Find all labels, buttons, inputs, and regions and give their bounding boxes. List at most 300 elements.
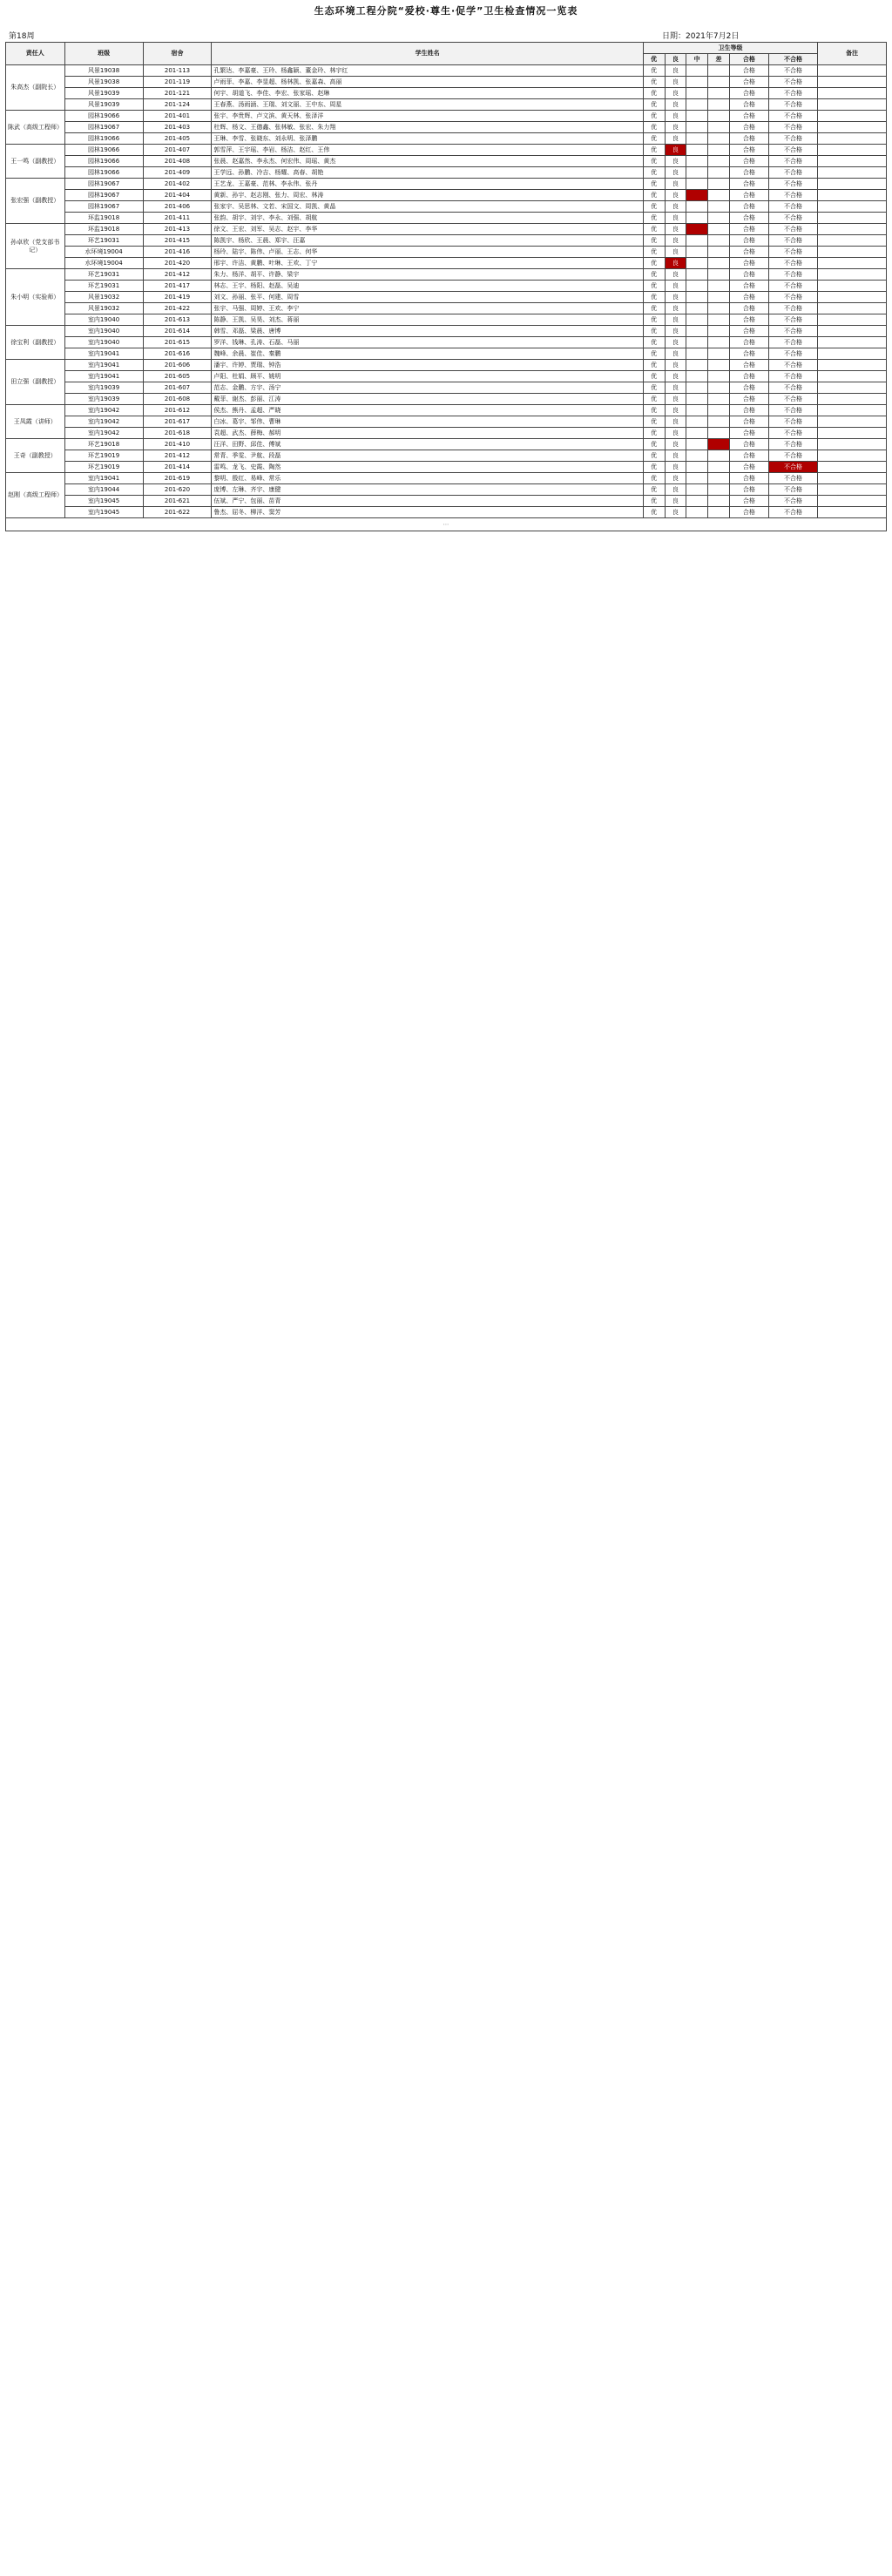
score-cell: 不合格 [768, 473, 817, 484]
score-cell: 合格 [729, 224, 768, 235]
score-cell: 合格 [729, 65, 768, 77]
table-row [6, 428, 887, 439]
class-cell: 环艺19031 [64, 269, 143, 281]
students-cell: 袁超、武杰、薛梅、郝明 [212, 428, 643, 439]
score-cell: 合格 [729, 247, 768, 258]
score-cell: 不合格 [768, 371, 817, 382]
score-cell: 不合格 [768, 337, 817, 348]
dorm-cell: 201-419 [143, 292, 212, 303]
score-cell [708, 314, 730, 326]
score-cell: 优 [643, 484, 665, 496]
students-cell: 张晨、赵嘉然、李永杰、何宏伟、周瑶、黄杰 [212, 156, 643, 167]
score-cell [708, 450, 730, 462]
class-cell: 水环境19004 [64, 258, 143, 269]
score-cell: 合格 [729, 122, 768, 133]
score-cell: 优 [643, 269, 665, 281]
score-cell: 合格 [729, 337, 768, 348]
score-cell: 良 [665, 371, 686, 382]
dorm-cell: 201-402 [143, 179, 212, 190]
score-cell: 合格 [729, 292, 768, 303]
score-cell: 良 [665, 77, 686, 88]
score-cell: 优 [643, 348, 665, 360]
class-cell: 室内19040 [64, 314, 143, 326]
class-cell: 园林19067 [64, 190, 143, 201]
dorm-cell: 201-405 [143, 133, 212, 145]
score-cell: 优 [643, 65, 665, 77]
score-cell: 良 [665, 156, 686, 167]
score-cell: 不合格 [768, 348, 817, 360]
header-score-group: 卫生等级 [643, 43, 817, 54]
class-cell: 风景19038 [64, 77, 143, 88]
score-cell [708, 394, 730, 405]
score-cell: 优 [643, 371, 665, 382]
students-cell: 陈静、王凯、吴昊、刘杰、蒋丽 [212, 314, 643, 326]
score-cell [708, 88, 730, 99]
score-cell: 不合格 [768, 416, 817, 428]
class-cell: 室内19044 [64, 484, 143, 496]
students-cell: 汪洋、田野、邱佳、傅斌 [212, 439, 643, 450]
score-cell: 良 [665, 235, 686, 247]
score-cell: 优 [643, 281, 665, 292]
teacher-cell: 孙卓欣（党支部书记） [6, 224, 65, 269]
score-cell: 不合格 [768, 507, 817, 518]
dorm-cell: 201-619 [143, 473, 212, 484]
score-cell [708, 382, 730, 394]
score-cell [686, 167, 708, 179]
score-cell: 良 [665, 439, 686, 450]
score-cell: 优 [643, 394, 665, 405]
score-cell [686, 77, 708, 88]
table-row [6, 473, 887, 484]
note-cell [818, 371, 887, 382]
note-cell [818, 326, 887, 337]
dorm-cell: 201-616 [143, 348, 212, 360]
note-cell [818, 77, 887, 88]
score-cell [686, 496, 708, 507]
score-cell: 良 [665, 360, 686, 371]
note-cell [818, 428, 887, 439]
note-cell [818, 314, 887, 326]
students-cell: 罗洋、钱琳、孔涛、石磊、马丽 [212, 337, 643, 348]
score-cell: 合格 [729, 156, 768, 167]
class-cell: 环艺19031 [64, 235, 143, 247]
score-cell: 良 [665, 281, 686, 292]
score-cell [686, 507, 708, 518]
dorm-cell: 201-608 [143, 394, 212, 405]
score-cell [686, 213, 708, 224]
students-cell: 王艺龙、王嘉豪、范林、李永伟、张丹 [212, 179, 643, 190]
table-row [6, 439, 887, 450]
table-body [6, 65, 887, 531]
score-cell: 合格 [729, 326, 768, 337]
score-cell: 不合格 [768, 179, 817, 190]
dorm-cell: 201-622 [143, 507, 212, 518]
score-cell: 优 [643, 416, 665, 428]
table-row [6, 371, 887, 382]
dorm-cell: 201-411 [143, 213, 212, 224]
dorm-cell: 201-407 [143, 145, 212, 156]
note-cell [818, 496, 887, 507]
table-row [6, 122, 887, 133]
score-cell: 合格 [729, 167, 768, 179]
dorm-cell: 201-409 [143, 167, 212, 179]
header-row [6, 43, 887, 54]
table-row [6, 190, 887, 201]
score-cell [708, 224, 730, 235]
score-cell: 良 [665, 88, 686, 99]
score-cell: 良 [665, 179, 686, 190]
table-row [6, 77, 887, 88]
score-cell: 良 [665, 224, 686, 235]
score-cell: 合格 [729, 473, 768, 484]
score-cell [686, 484, 708, 496]
score-cell: 优 [643, 99, 665, 111]
note-cell [818, 201, 887, 213]
students-cell: 韩雪、邓磊、梁晨、唐博 [212, 326, 643, 337]
class-cell: 室内19041 [64, 360, 143, 371]
score-cell: 优 [643, 156, 665, 167]
score-cell [686, 337, 708, 348]
score-cell [686, 428, 708, 439]
score-cell: 合格 [729, 235, 768, 247]
score-cell: 不合格 [768, 247, 817, 258]
note-cell [818, 235, 887, 247]
score-cell: 不合格 [768, 303, 817, 314]
score-cell: 合格 [729, 394, 768, 405]
note-cell [818, 133, 887, 145]
score-cell: 合格 [729, 382, 768, 394]
dorm-cell: 201-412 [143, 450, 212, 462]
students-cell: 朱力、杨洋、胡平、许静、梁宇 [212, 269, 643, 281]
table-row [6, 292, 887, 303]
score-cell: 优 [643, 314, 665, 326]
score-cell [686, 247, 708, 258]
score-cell: 良 [665, 190, 686, 201]
score-cell: 良 [665, 133, 686, 145]
note-cell [818, 303, 887, 314]
header-students: 学生姓名 [212, 43, 643, 65]
table-row [6, 462, 887, 473]
dorm-cell: 201-422 [143, 303, 212, 314]
score-cell: 不合格 [768, 99, 817, 111]
table-row [6, 405, 887, 416]
class-cell: 室内19041 [64, 348, 143, 360]
score-cell: 不合格 [768, 382, 817, 394]
note-cell [818, 145, 887, 156]
score-cell: 良 [665, 348, 686, 360]
score-cell [686, 405, 708, 416]
note-cell [818, 179, 887, 190]
class-cell: 环艺19019 [64, 450, 143, 462]
class-cell: 风景19032 [64, 292, 143, 303]
teacher-cell: 王一鸣（副教授） [6, 145, 65, 179]
class-cell: 园林19067 [64, 122, 143, 133]
class-cell: 风景19038 [64, 65, 143, 77]
score-cell [708, 235, 730, 247]
score-cell: 不合格 [768, 122, 817, 133]
header-score-fail: 不合格 [768, 54, 817, 65]
score-cell: 不合格 [768, 65, 817, 77]
students-cell: 戴菲、谢杰、彭丽、江涛 [212, 394, 643, 405]
teacher-cell: 朱高杰（副院长） [6, 65, 65, 111]
score-cell: 优 [643, 292, 665, 303]
class-cell: 室内19041 [64, 371, 143, 382]
score-cell: 合格 [729, 416, 768, 428]
class-cell: 环艺19031 [64, 281, 143, 292]
dorm-cell: 201-413 [143, 224, 212, 235]
score-cell: 合格 [729, 428, 768, 439]
score-cell: 不合格 [768, 394, 817, 405]
score-cell: 合格 [729, 462, 768, 473]
dorm-cell: 201-615 [143, 337, 212, 348]
class-cell: 室内19042 [64, 405, 143, 416]
score-cell: 不合格 [768, 156, 817, 167]
score-cell [686, 473, 708, 484]
header-score-medium: 中 [686, 54, 708, 65]
table-row [6, 484, 887, 496]
class-cell: 园林19066 [64, 111, 143, 122]
students-cell: 鲁杰、屈冬、柳洋、窦芳 [212, 507, 643, 518]
score-cell: 不合格 [768, 224, 817, 235]
score-cell [686, 348, 708, 360]
date-label: 日期：2021年7月2日 [662, 32, 740, 41]
table-row [6, 496, 887, 507]
table-row [6, 416, 887, 428]
students-cell: 卢阳、杜娟、顾平、姚明 [212, 371, 643, 382]
score-cell: 合格 [729, 360, 768, 371]
score-cell: 不合格 [768, 145, 817, 156]
class-cell: 园林19067 [64, 179, 143, 190]
score-cell [686, 201, 708, 213]
score-cell [708, 258, 730, 269]
score-cell [708, 428, 730, 439]
class-cell: 风景19032 [64, 303, 143, 314]
score-cell: 良 [665, 145, 686, 156]
note-cell [818, 507, 887, 518]
dorm-cell: 201-408 [143, 156, 212, 167]
students-cell: 邢宇、许洁、黄鹏、叶琳、王欢、丁宁 [212, 258, 643, 269]
score-cell [686, 111, 708, 122]
class-cell: 室内19042 [64, 416, 143, 428]
students-cell: 黎明、殷红、易峰、常乐 [212, 473, 643, 484]
table-row [6, 235, 887, 247]
score-cell: 不合格 [768, 405, 817, 416]
score-cell: 合格 [729, 371, 768, 382]
students-cell: 刘文、孙丽、张平、何建、周雪 [212, 292, 643, 303]
note-cell [818, 337, 887, 348]
score-cell [686, 462, 708, 473]
score-cell: 合格 [729, 145, 768, 156]
score-cell: 不合格 [768, 201, 817, 213]
score-cell: 良 [665, 394, 686, 405]
table-row [6, 269, 887, 281]
dorm-cell: 201-410 [143, 439, 212, 450]
score-cell: 良 [665, 303, 686, 314]
header-class: 班级 [64, 43, 143, 65]
page-title: 生态环境工程分院“爱校·尊生·促学”卫生检查情况一览表 [314, 5, 578, 17]
score-cell [686, 292, 708, 303]
score-cell: 良 [665, 99, 686, 111]
score-cell: 良 [665, 382, 686, 394]
students-cell: 卢雨菲、李嘉、李显超、杨林凯、张嘉森、高丽 [212, 77, 643, 88]
score-cell: 合格 [729, 99, 768, 111]
score-cell: 良 [665, 314, 686, 326]
score-cell [686, 281, 708, 292]
score-cell [708, 360, 730, 371]
dorm-cell: 201-416 [143, 247, 212, 258]
score-cell: 不合格 [768, 326, 817, 337]
table-row [6, 224, 887, 235]
table-row [6, 382, 887, 394]
students-cell: 郭雪萍、王宇瑶、李岩、杨洁、赵红、王伟 [212, 145, 643, 156]
score-cell [708, 348, 730, 360]
class-cell: 水环境19004 [64, 247, 143, 258]
score-cell [686, 382, 708, 394]
score-cell [686, 88, 708, 99]
students-cell: 徐文、王宏、刘军、吴志、赵宇、李华 [212, 224, 643, 235]
score-cell [686, 235, 708, 247]
score-cell: 不合格 [768, 111, 817, 122]
table-row [6, 145, 887, 156]
dorm-cell: 201-618 [143, 428, 212, 439]
dorm-cell: 201-412 [143, 269, 212, 281]
dorm-cell: 201-406 [143, 201, 212, 213]
score-cell [708, 462, 730, 473]
score-cell: 优 [643, 439, 665, 450]
score-cell: 合格 [729, 258, 768, 269]
note-cell [818, 281, 887, 292]
table-row [6, 450, 887, 462]
score-cell: 良 [665, 201, 686, 213]
score-cell [708, 201, 730, 213]
class-cell: 园林19067 [64, 201, 143, 213]
header-score-excellent: 优 [643, 54, 665, 65]
score-cell [686, 179, 708, 190]
score-cell: 良 [665, 269, 686, 281]
score-cell [708, 496, 730, 507]
inspection-table [5, 42, 887, 531]
score-cell [708, 179, 730, 190]
score-cell: 良 [665, 428, 686, 439]
students-cell: 庞博、左琳、齐宇、康健 [212, 484, 643, 496]
score-cell: 合格 [729, 507, 768, 518]
score-cell: 良 [665, 484, 686, 496]
score-cell [708, 303, 730, 314]
table-row [6, 348, 887, 360]
score-cell: 优 [643, 450, 665, 462]
score-cell [686, 65, 708, 77]
score-cell: 合格 [729, 484, 768, 496]
table-row [6, 258, 887, 269]
dorm-cell: 201-403 [143, 122, 212, 133]
score-cell [708, 337, 730, 348]
teacher-cell: 张宏强（副教授） [6, 179, 65, 224]
score-cell: 合格 [729, 496, 768, 507]
score-cell [708, 247, 730, 258]
score-cell: 不合格 [768, 235, 817, 247]
score-cell: 良 [665, 65, 686, 77]
score-cell: 良 [665, 337, 686, 348]
score-cell: 优 [643, 213, 665, 224]
continuation-cell: ⋯ [6, 518, 887, 531]
note-cell [818, 292, 887, 303]
students-cell: 陈凯宇、杨欣、王晨、郑宇、汪嘉 [212, 235, 643, 247]
dorm-cell: 201-617 [143, 416, 212, 428]
score-cell: 合格 [729, 348, 768, 360]
score-cell: 合格 [729, 77, 768, 88]
note-cell [818, 122, 887, 133]
score-cell: 不合格 [768, 314, 817, 326]
table-row [6, 201, 887, 213]
dorm-cell: 201-612 [143, 405, 212, 416]
class-cell: 室内19045 [64, 496, 143, 507]
score-cell: 优 [643, 201, 665, 213]
score-cell: 优 [643, 111, 665, 122]
score-cell: 不合格 [768, 133, 817, 145]
class-cell: 室内19039 [64, 382, 143, 394]
table-row [6, 179, 887, 190]
score-cell [708, 190, 730, 201]
students-cell: 王琳、李雪、张晓东、刘永明、张泽鹏 [212, 133, 643, 145]
score-cell [708, 133, 730, 145]
students-cell: 孔繁达、李嘉豪、王玲、杨鑫颖、董金玲、林宇红 [212, 65, 643, 77]
score-cell [686, 156, 708, 167]
week-label: 第18周 [9, 32, 35, 41]
class-cell: 环监19018 [64, 224, 143, 235]
note-cell [818, 450, 887, 462]
score-cell [708, 167, 730, 179]
score-cell [686, 303, 708, 314]
score-cell [708, 99, 730, 111]
score-cell [686, 394, 708, 405]
score-cell: 不合格 [768, 167, 817, 179]
table-row [6, 65, 887, 77]
score-cell: 良 [665, 326, 686, 337]
teacher-cell: 徐宝利（副教授） [6, 326, 65, 360]
teacher-cell: 王奇（副教授） [6, 439, 65, 473]
score-cell: 合格 [729, 450, 768, 462]
dorm-cell: 201-613 [143, 314, 212, 326]
header-score-poor: 差 [708, 54, 730, 65]
score-cell: 不合格 [768, 484, 817, 496]
score-cell [686, 326, 708, 337]
class-cell: 园林19066 [64, 156, 143, 167]
score-cell: 优 [643, 145, 665, 156]
score-cell: 不合格 [768, 439, 817, 450]
score-cell: 不合格 [768, 77, 817, 88]
class-cell: 环监19018 [64, 213, 143, 224]
note-cell [818, 473, 887, 484]
note-cell [818, 382, 887, 394]
note-cell [818, 360, 887, 371]
students-cell: 杜辉、杨文、王德鑫、张林敏、张宏、朱力翔 [212, 122, 643, 133]
table-row [6, 133, 887, 145]
dorm-cell: 201-621 [143, 496, 212, 507]
score-cell: 合格 [729, 439, 768, 450]
score-cell [686, 371, 708, 382]
score-cell: 合格 [729, 88, 768, 99]
table-row [6, 213, 887, 224]
score-cell [708, 473, 730, 484]
note-cell [818, 65, 887, 77]
score-cell: 优 [643, 224, 665, 235]
students-cell: 范志、金鹏、方宇、汤宁 [212, 382, 643, 394]
score-cell: 不合格 [768, 360, 817, 371]
header-score-good: 良 [665, 54, 686, 65]
score-cell: 优 [643, 507, 665, 518]
note-cell [818, 462, 887, 473]
class-cell: 室内19045 [64, 507, 143, 518]
